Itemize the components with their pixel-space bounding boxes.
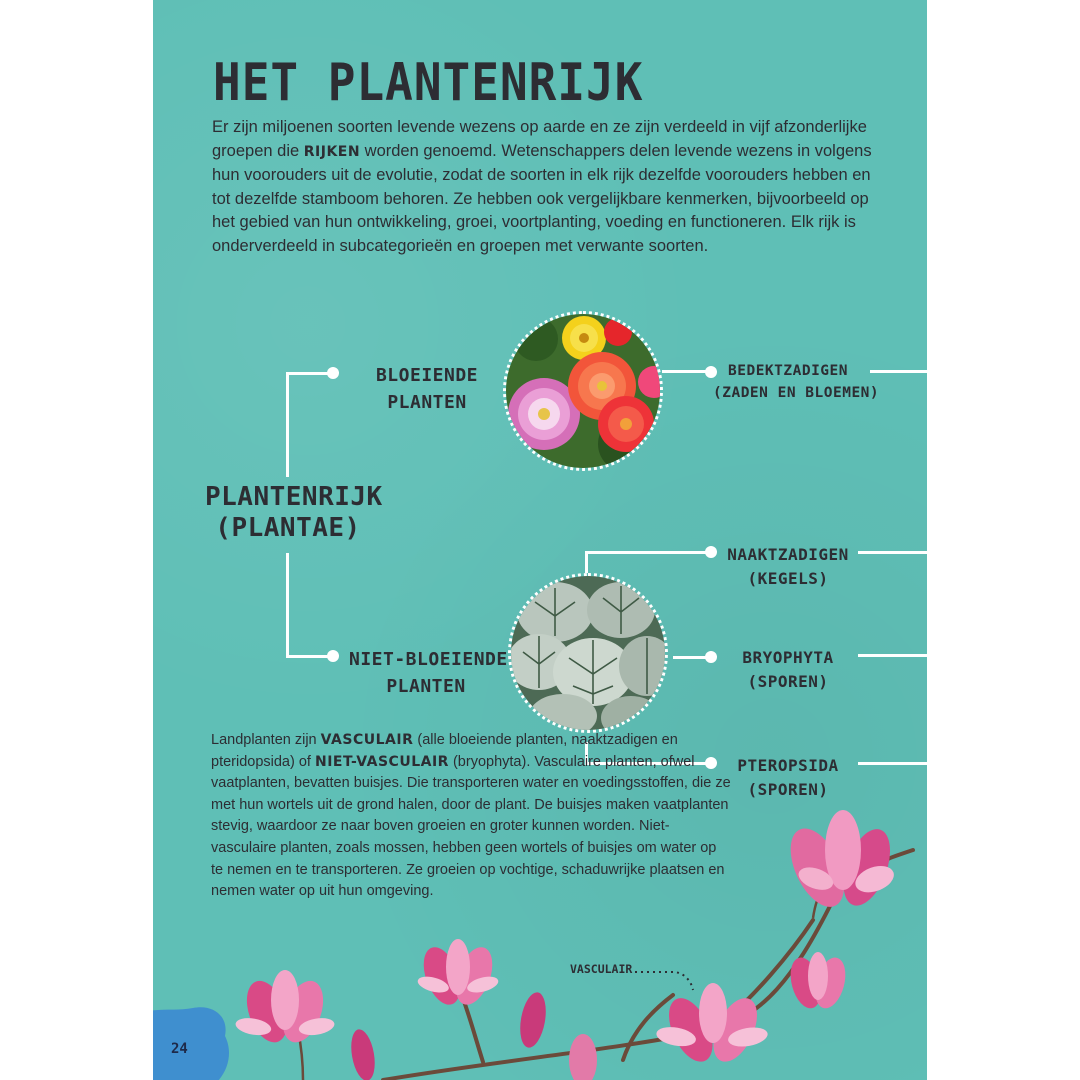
- tree-line-top-horizontal: [286, 372, 332, 375]
- label-root-line2: (PLANTAE): [215, 513, 361, 544]
- tree-line-gymno-right: [858, 551, 927, 554]
- label-flowering: [371, 362, 483, 416]
- label-pteropsida-line1: PTEROPSIDA: [737, 756, 839, 775]
- tree-line-bryo: [673, 656, 708, 659]
- label-angiosperms: [713, 360, 880, 404]
- tree-dot-bryophyta: [705, 651, 717, 663]
- body-term-non-vascular: NIET-VASCULAIR: [314, 753, 449, 770]
- tree-line-top-vertical: [286, 373, 289, 477]
- tree-line-bottom-vertical: [286, 553, 289, 657]
- label-pteropsida: [733, 754, 843, 802]
- intro-bold-term: RIJKEN: [303, 143, 361, 160]
- label-root-line1: PLANTENRIJK: [205, 482, 383, 512]
- label-gymnosperms-line2: (KEGELS): [747, 569, 829, 588]
- body-text-1: Landplanten zijn: [211, 732, 321, 748]
- tree-line-angiosperms: [662, 370, 707, 373]
- tree-line-ptero-right: [858, 762, 927, 765]
- flowering-plants-photo: [503, 311, 663, 471]
- body-term-vascular: VASCULAIR: [320, 732, 414, 748]
- intro-text-2: worden genoemd. Wetenschappers delen levende wezens in volgens hun voorouders uit de evolutie, zodat de soorten in elk rijk dezelfde voorouders hebben en tot dezelfde stamboom behoren. Ze hebben ook vergelijkbare kenmerken, bijvoorbeeld op het gebied van hun ontwikkeling, groei, voortplanting, voeding en functioneren. Elk rijk is onderverdeeld in subcategorieën en groepen met verwante soorten.: [212, 141, 872, 255]
- label-bryophyta-line2: (SPOREN): [747, 672, 829, 691]
- label-non-flowering-line2: PLANTEN: [386, 676, 466, 697]
- dahlia-flowers-image: [506, 314, 660, 468]
- label-gymnosperms: [725, 543, 851, 591]
- label-non-flowering: [349, 646, 508, 700]
- tree-line-bryo-right: [858, 654, 927, 657]
- tree-dot-gymnosperms: [705, 546, 717, 558]
- label-gymnosperms-line1: NAAKTZADIGEN: [727, 545, 849, 564]
- tree-dot-non-flowering: [327, 650, 339, 662]
- label-flowering-line1: BLOEIENDE: [375, 365, 479, 386]
- label-bryophyta-line1: BRYOPHYTA: [742, 648, 834, 667]
- leaves-image: [511, 576, 665, 730]
- intro-paragraph: [212, 116, 872, 258]
- non-flowering-plants-photo: [508, 573, 668, 733]
- tree-dot-flowering: [327, 367, 339, 379]
- intro-text-1: Er zijn miljoenen soorten levende wezens op aarde en ze zijn verdeeld in vijf afzonderlijke groepen die: [212, 118, 867, 160]
- label-angiosperms-line1: BEDEKTZADIGEN: [728, 363, 848, 379]
- label-angiosperms-line2: (ZADEN EN BLOEMEN): [713, 385, 880, 401]
- vascular-annotation-label: VASCULAIR: [570, 962, 633, 976]
- tree-line-gymno-vertical: [585, 551, 588, 573]
- tree-line-angiosperms-right: [870, 370, 927, 373]
- book-page: [153, 0, 927, 1080]
- tree-line-gymno-horizontal: [585, 551, 708, 554]
- label-non-flowering-line1: NIET-BLOEIENDE: [349, 649, 508, 670]
- tree-line-bottom-horizontal: [286, 655, 332, 658]
- label-flowering-line2: PLANTEN: [387, 392, 467, 413]
- body-text-2: (alle bloeiende planten, naaktzadigen en pteridopsida) of: [211, 732, 678, 770]
- label-pteropsida-line2: (SPOREN): [747, 780, 829, 799]
- page-number: 24: [171, 1041, 188, 1057]
- label-root: [205, 482, 383, 544]
- body-paragraph: [211, 730, 731, 903]
- label-bryophyta: [733, 646, 843, 694]
- page-title: HET PLANTENRIJK: [213, 52, 644, 113]
- body-text-3: (bryophyta). Vasculaire planten, ofwel vaatplanten, bevatten buisjes. Die transporteren water en voedingsstoffen, die ze met hun wortels uit de grond halen, door de plant. De buisjes maken vaatplanten stevig, waardoor ze naar boven groeien en groter kunnen worden. Niet-vasculaire planten, zoals mossen, hebben geen wortels of buisjes om water op te nemen en te transporteren. Ze groeien op vochtige, schaduwrijke plaatsen en nemen water op uit hun omgeving.: [211, 753, 731, 900]
- page-number-badge: [153, 1002, 243, 1080]
